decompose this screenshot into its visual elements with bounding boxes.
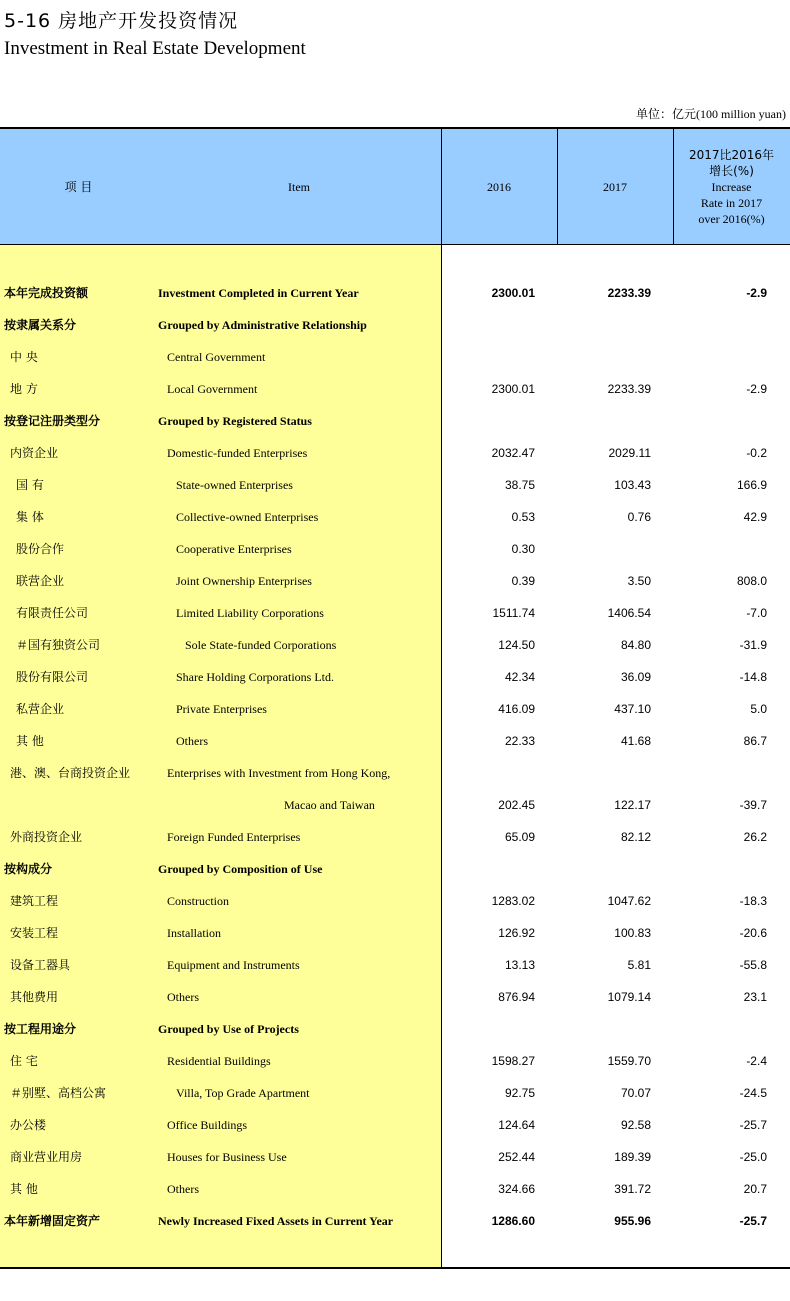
- value-2016: 202.45: [498, 798, 535, 812]
- row-label-en: Joint Ownership Enterprises: [176, 574, 312, 588]
- value-increase-rate: -24.5: [739, 1086, 767, 1100]
- row-label-cn: 设备工器具: [10, 958, 71, 972]
- value-2016: 1511.74: [492, 606, 535, 620]
- table-row: [0, 885, 790, 917]
- value-2016: 124.50: [498, 638, 535, 652]
- value-2017: 1047.62: [607, 894, 651, 908]
- value-increase-rate: 166.9: [736, 478, 767, 492]
- row-label-en: Others: [176, 734, 208, 748]
- row-label-cn: 有限责任公司: [16, 606, 89, 620]
- table-row: [0, 629, 790, 661]
- row-label-cn: ＃别墅、高档公寓: [10, 1086, 107, 1100]
- table-row: [0, 341, 790, 373]
- value-2016: 0.39: [511, 574, 535, 588]
- value-increase-rate: 20.7: [743, 1182, 767, 1196]
- value-2017: 2233.39: [607, 382, 651, 396]
- value-2016: 1286.60: [491, 1214, 535, 1228]
- table-row: [0, 949, 790, 981]
- value-2017: 84.80: [620, 638, 651, 652]
- value-2017: 1559.70: [607, 1054, 651, 1068]
- row-label-cn: 中 央: [10, 350, 38, 364]
- value-increase-rate: -25.0: [739, 1150, 767, 1164]
- value-increase-rate: -25.7: [739, 1214, 767, 1228]
- value-2016: 252.44: [498, 1150, 535, 1164]
- value-increase-rate: -39.7: [739, 798, 767, 812]
- header-2016-label: 2016: [487, 179, 511, 194]
- row-label-cn: 港、澳、台商投资企业: [10, 766, 131, 780]
- table-row: [0, 469, 790, 501]
- value-2017: 2233.39: [607, 286, 651, 300]
- row-label-en: Houses for Business Use: [167, 1150, 287, 1164]
- row-label-cn: 其 他: [16, 734, 44, 748]
- value-2017: 391.72: [614, 1182, 651, 1196]
- table-row: [0, 1109, 790, 1141]
- header-rate-line-2: 增长(%): [709, 163, 754, 178]
- value-2016: 416.09: [498, 702, 535, 716]
- table-row: [0, 1205, 790, 1237]
- row-label-en: Construction: [167, 894, 229, 908]
- value-increase-rate: -20.6: [739, 926, 767, 940]
- row-label-cn: 商业营业用房: [10, 1150, 83, 1164]
- value-2016: 13.13: [504, 958, 535, 972]
- value-increase-rate: -7.0: [746, 606, 767, 620]
- header-rate-line-5: over 2016(%): [698, 211, 765, 226]
- table-row: [0, 437, 790, 469]
- header-2016: [441, 129, 557, 244]
- row-label-cn: 办公楼: [10, 1118, 47, 1132]
- value-increase-rate: -14.8: [739, 670, 767, 684]
- value-increase-rate: -0.2: [746, 446, 767, 460]
- row-label-cn: 建筑工程: [10, 894, 59, 908]
- value-2017: 1406.54: [607, 606, 651, 620]
- table-row: [0, 565, 790, 597]
- table-row: [0, 725, 790, 757]
- row-label-en: Foreign Funded Enterprises: [167, 830, 301, 844]
- value-2016: 324.66: [498, 1182, 535, 1196]
- value-2016: 2300.01: [491, 286, 535, 300]
- value-2016: 38.75: [504, 478, 535, 492]
- value-2017: 122.17: [614, 798, 651, 812]
- value-increase-rate: 808.0: [736, 574, 767, 588]
- row-label-cn: 地 方: [10, 382, 38, 396]
- value-2016: 1283.02: [491, 894, 535, 908]
- table-row: [0, 1077, 790, 1109]
- value-2017: 70.07: [620, 1086, 651, 1100]
- row-label-cn: 联营企业: [16, 574, 65, 588]
- header-rate-line-3: Increase: [711, 179, 752, 194]
- row-label-cn: 股份合作: [16, 542, 65, 556]
- row-label-en: Others: [167, 1182, 199, 1196]
- row-label-cn: 按构成分: [4, 862, 53, 876]
- table-title-chinese: 5-16 房地产开发投资情况: [4, 10, 239, 32]
- row-label-cn: 集 体: [16, 510, 44, 524]
- row-label-cn: 按隶属关系分: [4, 318, 77, 332]
- table-row: [0, 597, 790, 629]
- table-header: [0, 129, 790, 244]
- value-2017: 103.43: [614, 478, 651, 492]
- row-label-en: Installation: [167, 926, 221, 940]
- value-2017: 41.68: [620, 734, 651, 748]
- value-2017: 189.39: [614, 1150, 651, 1164]
- row-label-en: State-owned Enterprises: [176, 478, 293, 492]
- value-increase-rate: -2.9: [746, 382, 767, 396]
- table-row: [0, 853, 790, 885]
- row-label-en: Enterprises with Investment from Hong Kong,: [167, 766, 391, 780]
- header-rate: [673, 129, 790, 244]
- table-row: [0, 405, 790, 437]
- table-row: [0, 1045, 790, 1077]
- table-row: [0, 661, 790, 693]
- row-label-en: Grouped by Use of Projects: [158, 1022, 299, 1036]
- row-label-en: Others: [167, 990, 199, 1004]
- row-label-en: Grouped by Composition of Use: [158, 862, 323, 876]
- value-2016: 0.30: [511, 542, 535, 556]
- value-2016: 876.94: [498, 990, 535, 1004]
- row-label-cn: 外商投资企业: [10, 830, 83, 844]
- table-row: [0, 309, 790, 341]
- header-rate-line-1: 2017比2016年: [688, 147, 775, 162]
- row-label-en: Collective-owned Enterprises: [176, 510, 319, 524]
- row-label-cn: 安装工程: [10, 926, 59, 940]
- row-label-en: Grouped by Registered Status: [158, 414, 312, 428]
- row-label-en: Newly Increased Fixed Assets in Current Year: [158, 1214, 394, 1228]
- value-increase-rate: 42.9: [743, 510, 767, 524]
- row-label-en: Grouped by Administrative Relationship: [158, 318, 367, 332]
- table-row: [0, 277, 790, 309]
- table-row: [0, 501, 790, 533]
- value-2017: 437.10: [614, 702, 651, 716]
- table-title-english: Investment in Real Estate Development: [4, 38, 306, 59]
- table-row: [0, 1173, 790, 1205]
- table-bottom-rule: [0, 1267, 790, 1269]
- value-increase-rate: -31.9: [739, 638, 767, 652]
- value-2017: 2029.11: [608, 446, 651, 460]
- value-increase-rate: -25.7: [739, 1118, 767, 1132]
- row-label-cn: 私营企业: [16, 702, 65, 716]
- value-2017: 955.96: [614, 1214, 651, 1228]
- header-rate-line-4: Rate in 2017: [700, 195, 763, 210]
- row-label-en: Equipment and Instruments: [167, 958, 300, 972]
- row-label-cn: 本年完成投资额: [4, 286, 89, 300]
- value-increase-rate: 26.2: [743, 830, 767, 844]
- value-2016: 22.33: [504, 734, 535, 748]
- table-row: [0, 1141, 790, 1173]
- value-increase-rate: 86.7: [743, 734, 767, 748]
- header-item-en-label: Item: [288, 179, 310, 194]
- header-2017-label: 2017: [603, 179, 627, 194]
- row-label-cn: 按登记注册类型分: [4, 414, 101, 428]
- row-label-en: Residential Buildings: [167, 1054, 271, 1068]
- value-2016: 92.75: [504, 1086, 535, 1100]
- column-divider: [557, 129, 558, 244]
- value-2016: 0.53: [511, 510, 535, 524]
- value-2017: 92.58: [620, 1118, 651, 1132]
- table-row: [0, 757, 790, 789]
- row-label-en: Private Enterprises: [176, 702, 267, 716]
- row-label-en: Share Holding Corporations Ltd.: [176, 670, 334, 684]
- value-2017: 36.09: [620, 670, 651, 684]
- value-2017: 1079.14: [607, 990, 651, 1004]
- row-label-cn: 内资企业: [10, 446, 59, 460]
- row-label-cn: 其他费用: [10, 990, 59, 1004]
- value-increase-rate: -2.4: [746, 1054, 767, 1068]
- row-label-en: Central Government: [167, 350, 266, 364]
- value-increase-rate: -18.3: [739, 894, 767, 908]
- value-2017: 3.50: [627, 574, 651, 588]
- row-label-en: Macao and Taiwan: [284, 798, 375, 812]
- row-label-cn: 国 有: [16, 478, 44, 492]
- header-item-cn-label: 项 目: [64, 179, 93, 194]
- value-2016: 1598.27: [491, 1054, 535, 1068]
- value-2016: 124.64: [498, 1118, 535, 1132]
- header-2017: [557, 129, 673, 244]
- table-row: [0, 981, 790, 1013]
- header-item-cn: [0, 129, 157, 244]
- table-row: [0, 917, 790, 949]
- table-row: [0, 693, 790, 725]
- row-label-cn: 按工程用途分: [4, 1022, 77, 1036]
- unit-label: 单位：亿元(100 million yuan): [636, 107, 786, 121]
- row-label-en: Investment Completed in Current Year: [158, 286, 359, 300]
- value-2016: 65.09: [504, 830, 535, 844]
- value-2017: 82.12: [620, 830, 651, 844]
- row-label-en: Office Buildings: [167, 1118, 248, 1132]
- row-label-en: Villa, Top Grade Apartment: [176, 1086, 310, 1100]
- table-row: [0, 789, 790, 821]
- column-divider: [673, 129, 674, 244]
- value-2016: 2300.01: [491, 382, 535, 396]
- value-increase-rate: -55.8: [739, 958, 767, 972]
- row-label-cn: ＃国有独资公司: [16, 638, 101, 652]
- value-2017: 0.76: [627, 510, 651, 524]
- value-2017: 5.81: [627, 958, 651, 972]
- value-2016: 126.92: [498, 926, 535, 940]
- value-increase-rate: 5.0: [750, 702, 767, 716]
- row-label-en: Local Government: [167, 382, 258, 396]
- table-row: [0, 533, 790, 565]
- row-label-en: Sole State-funded Corporations: [185, 638, 337, 652]
- row-label-en: Cooperative Enterprises: [176, 542, 292, 556]
- row-label-cn: 股份有限公司: [16, 670, 89, 684]
- row-label-en: Domestic-funded Enterprises: [167, 446, 308, 460]
- value-2016: 2032.47: [491, 446, 535, 460]
- value-increase-rate: 23.1: [743, 990, 767, 1004]
- row-label-en: Limited Liability Corporations: [176, 606, 324, 620]
- value-increase-rate: -2.9: [746, 286, 767, 300]
- row-label-cn: 其 他: [10, 1182, 38, 1196]
- row-label-cn: 本年新增固定资产: [4, 1214, 101, 1228]
- value-2016: 42.34: [504, 670, 535, 684]
- row-label-cn: 住 宅: [10, 1054, 38, 1068]
- table-row: [0, 373, 790, 405]
- header-item-en: [157, 129, 441, 244]
- table-row: [0, 1013, 790, 1045]
- table-row: [0, 821, 790, 853]
- value-2017: 100.83: [614, 926, 651, 940]
